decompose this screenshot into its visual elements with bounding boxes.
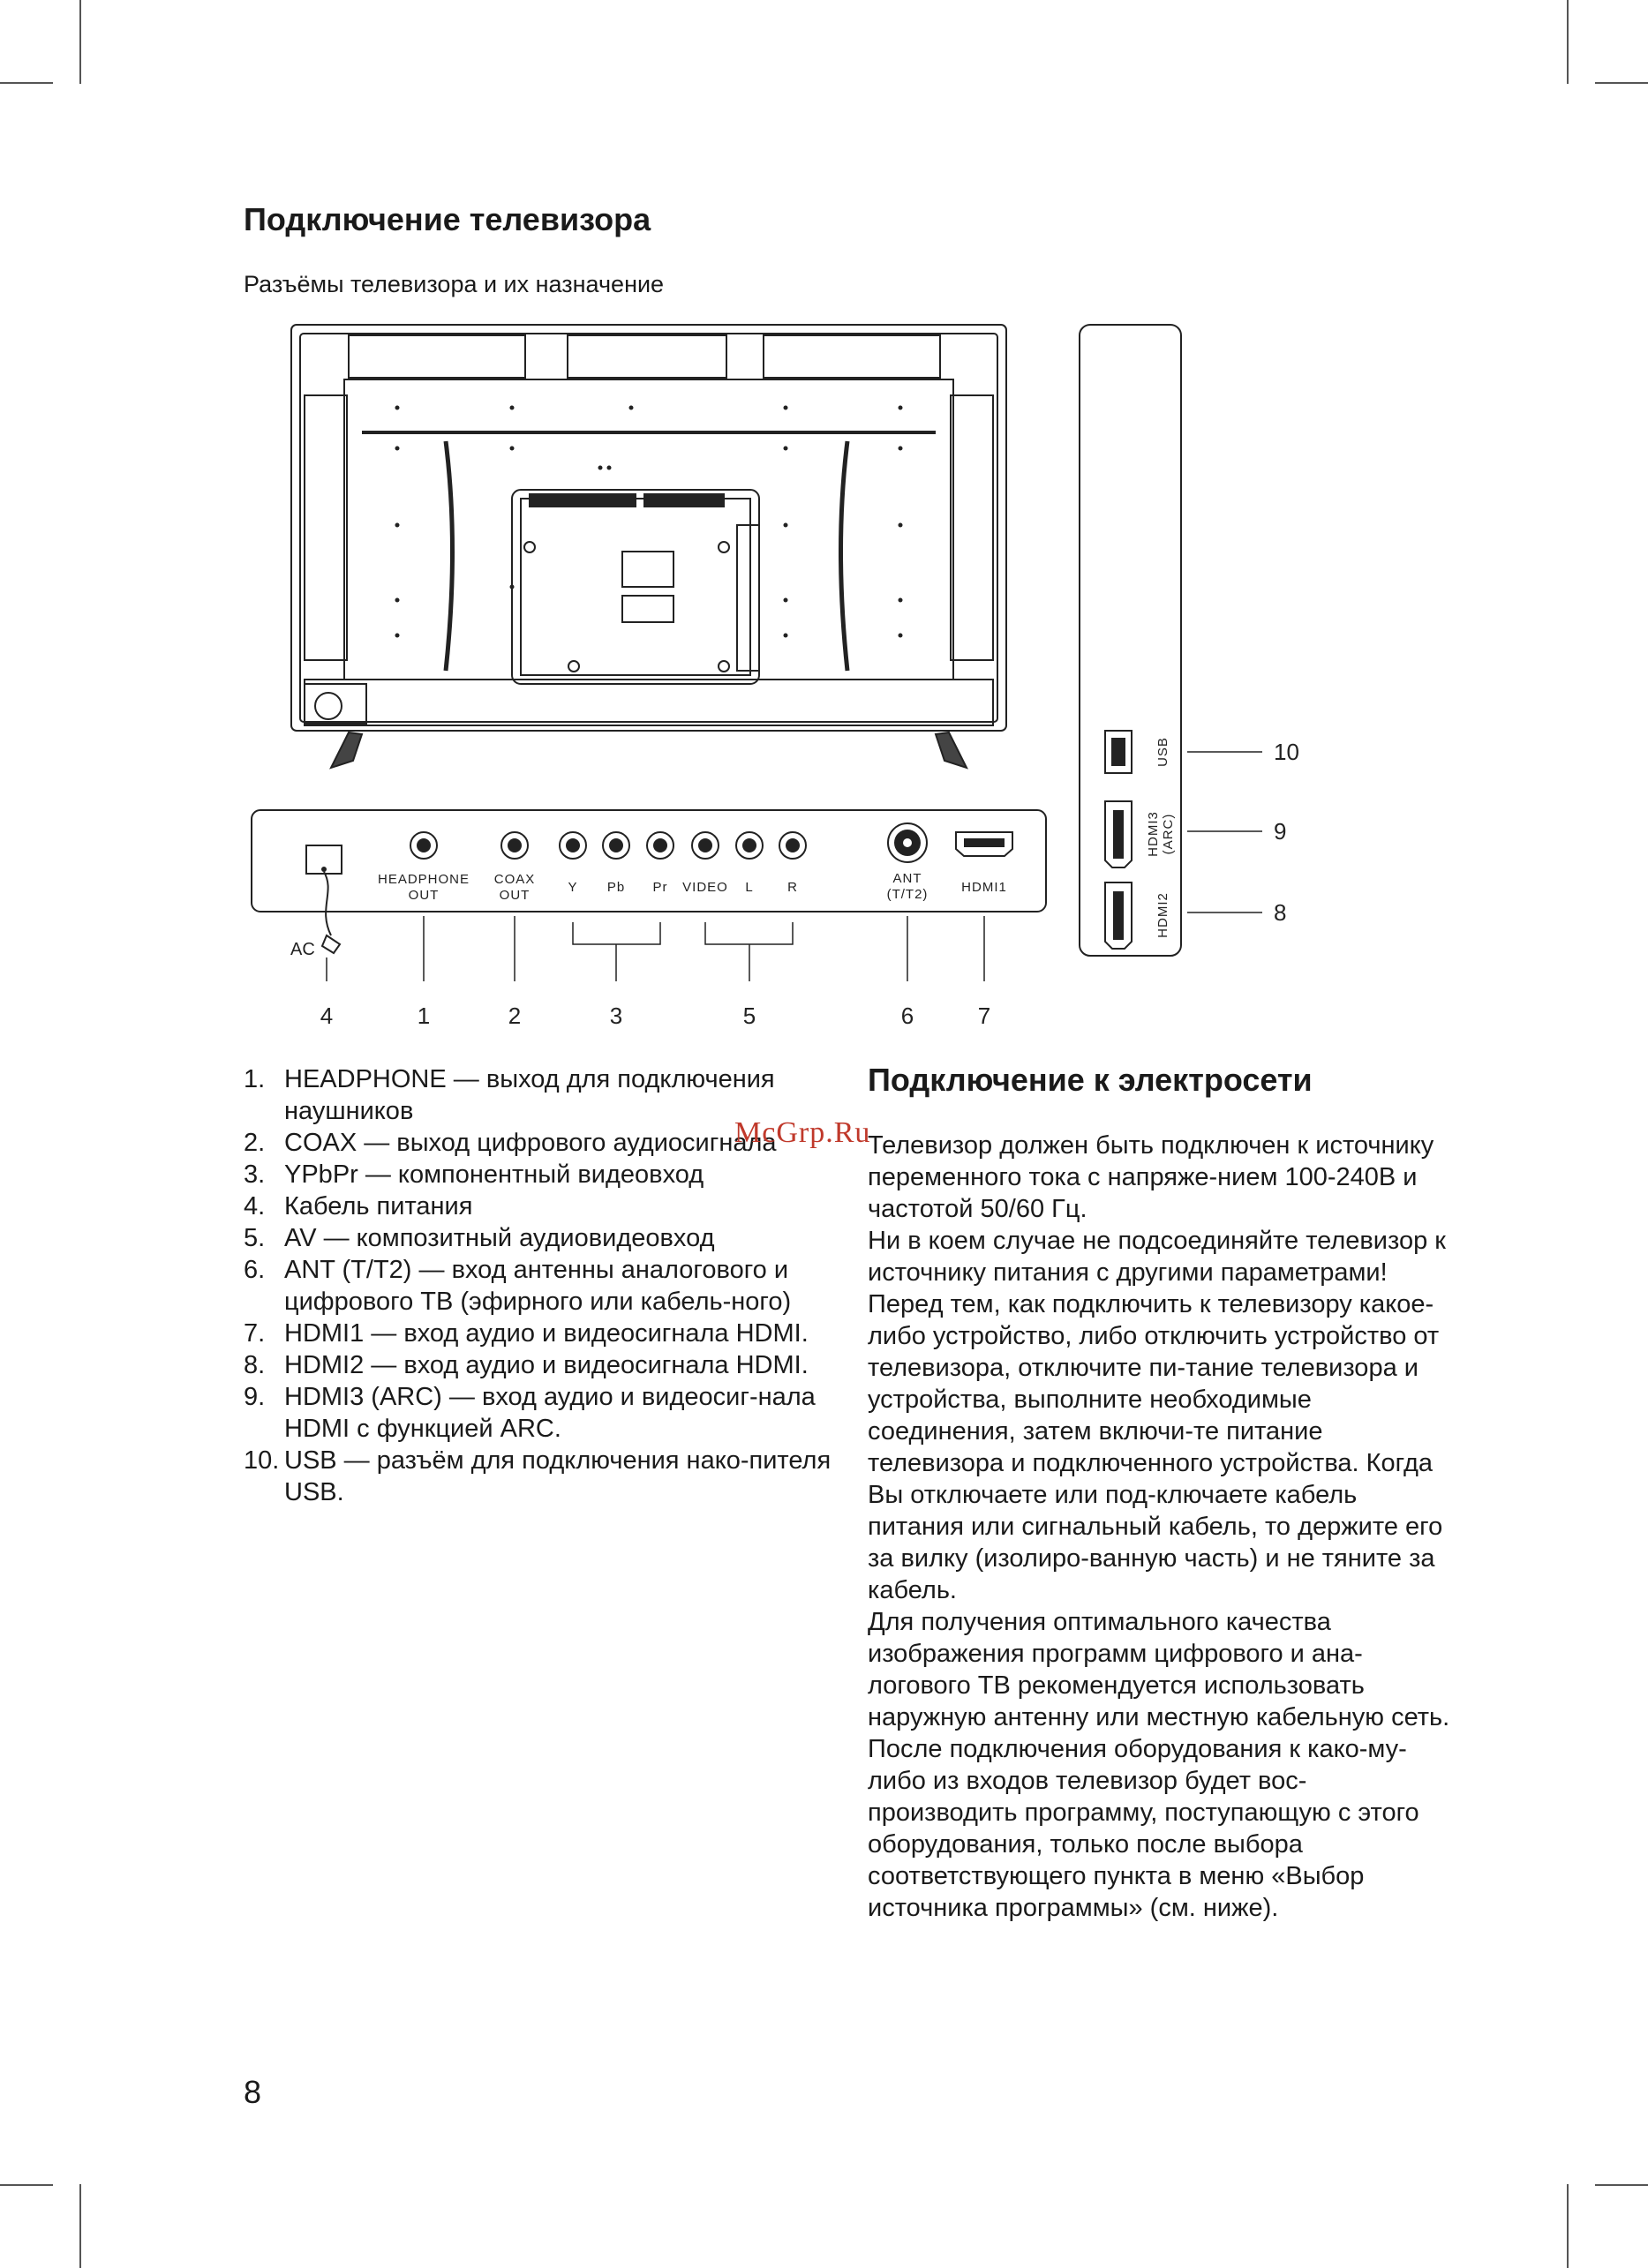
callout-2: 2 — [508, 1003, 522, 1029]
hdmi1-label: HDMI1 — [961, 880, 1007, 895]
coax-jack-icon — [501, 832, 528, 859]
list-item — [244, 1159, 844, 1190]
list-item-number: 8. — [244, 1351, 266, 1379]
audio-r-jack-icon — [779, 832, 806, 859]
y-label: Y — [568, 880, 578, 895]
page-title: Подключение телевизора — [244, 201, 651, 237]
list-item-text: AV — композитный аудиовидеовход — [284, 1224, 715, 1252]
video-label: VIDEO — [682, 880, 728, 895]
list-item — [244, 1445, 844, 1508]
callout-9: 9 — [1274, 818, 1287, 845]
list-item-number: 1. — [244, 1065, 266, 1093]
crop-mark — [0, 82, 53, 84]
crop-mark — [79, 0, 81, 84]
callout-7: 7 — [977, 1003, 991, 1029]
callout-lines — [327, 752, 1262, 981]
list-item-number: 4. — [244, 1192, 266, 1220]
callout-8: 8 — [1274, 899, 1287, 926]
pb-label: Pb — [606, 880, 626, 895]
hdmi2-port-icon — [1105, 882, 1132, 949]
watermark: McGrp.Ru — [734, 1116, 871, 1149]
pr-label: Pr — [652, 880, 668, 895]
pr-jack-icon — [647, 832, 673, 859]
callout-1: 1 — [417, 1003, 431, 1029]
list-item-text: YPbPr — компонентный видеовход — [284, 1160, 704, 1189]
power-paragraph: Телевизор должен быть подключен к источнику переменного тока с напряже-нием 100-240В и частотой 50/60 Гц. — [868, 1131, 1434, 1223]
audio-r-label: R — [787, 880, 798, 895]
headphone-label-out: OUT — [408, 888, 440, 903]
crop-mark — [0, 2184, 53, 2186]
ac-label: AC — [290, 940, 315, 959]
power-section-title: Подключение к электросети — [868, 1062, 1313, 1098]
hdmi2-label: HDMI2 — [1155, 892, 1170, 938]
pb-jack-icon — [603, 832, 629, 859]
list-item-text: Кабель питания — [284, 1192, 473, 1220]
list-item — [244, 1349, 844, 1381]
tv-back-illustration — [291, 325, 1006, 768]
usb-port-icon — [1105, 731, 1132, 773]
list-item-text: HDMI3 (ARC) — вход аудио и видеосиг-нала HDMI с функцией ARC. — [284, 1383, 816, 1443]
power-section-body — [868, 1130, 1450, 1924]
list-item — [244, 1381, 844, 1445]
callout-3: 3 — [609, 1003, 623, 1029]
list-item-text: USB — разъём для подключения нако-пителя USB. — [284, 1446, 832, 1506]
callout-10: 10 — [1274, 739, 1299, 765]
list-item-text: HDMI2 — вход аудио и видеосигнала HDMI. — [284, 1351, 809, 1379]
list-item-number: 3. — [244, 1160, 266, 1189]
ant-label-t2: (T/T2) — [886, 887, 929, 902]
antenna-jack-icon — [888, 823, 927, 862]
list-item-number: 2. — [244, 1129, 266, 1157]
hdmi3-port-icon — [1105, 801, 1132, 867]
list-item-text: HDMI1 — вход аудио и видеосигнала HDMI. — [284, 1319, 809, 1348]
crop-mark — [1567, 2184, 1569, 2268]
ant-label: ANT — [892, 871, 922, 886]
audio-l-jack-icon — [736, 832, 763, 859]
headphone-jack-icon — [410, 832, 437, 859]
callout-5: 5 — [742, 1003, 756, 1029]
list-item-text: ANT (T/T2) — вход антенны аналогового и цифрового ТВ (эфирного или кабель-ного) — [284, 1256, 792, 1316]
side-connector-panel — [1080, 325, 1181, 956]
callout-6: 6 — [900, 1003, 914, 1029]
coax-label-out: OUT — [499, 888, 531, 903]
power-paragraph: Перед тем, как подключить к телевизору какое-либо устройство, либо отключить устройство от телевизора, отключите пи-тание телевизора и устройства, выполните необходимые соединения, затем включи-те питание телевизора и подключенного устройства. Когда Вы отключаете или под-ключаете кабель питания или сигнальный кабель, то держите его за вилку (изолиро-ванную часть) и не тяните за кабель. — [868, 1290, 1443, 1604]
coax-label: COAX — [493, 872, 536, 887]
tv-connector-diagram — [0, 0, 1648, 1059]
page-number: 8 — [244, 2074, 262, 2110]
hdmi1-port-icon — [956, 832, 1012, 856]
headphone-label: HEADPHONE — [377, 872, 470, 887]
power-paragraph: После подключения оборудования к како-му-либо из входов телевизор будет вос-производить программу, поступающую с этого оборудования, только после выбора соответствующего пункта в меню «Выбор источника программы» (см. ниже). — [868, 1735, 1419, 1922]
list-item-number: 6. — [244, 1256, 266, 1284]
usb-label: USB — [1155, 737, 1170, 767]
crop-mark — [79, 2184, 81, 2268]
hdmi3-arc-label: (ARC) — [1161, 813, 1176, 855]
list-item-number: 10. — [244, 1446, 280, 1475]
page-subtitle: Разъёмы телевизора и их назначение — [244, 271, 665, 297]
y-jack-icon — [560, 832, 586, 859]
power-paragraph: Ни в коем случае не подсоединяйте телевизор к источнику питания с другими параметрами! — [868, 1227, 1446, 1287]
callout-4: 4 — [320, 1003, 334, 1029]
list-item — [244, 1318, 844, 1349]
crop-mark — [1567, 0, 1569, 84]
hdmi3-label: HDMI3 — [1146, 811, 1161, 857]
audio-l-label: L — [745, 880, 754, 895]
list-item — [244, 1222, 844, 1254]
crop-mark — [1595, 2184, 1648, 2186]
video-jack-icon — [692, 832, 719, 859]
list-item — [244, 1190, 844, 1222]
bottom-connector-panel — [252, 739, 1299, 1029]
list-item-number: 7. — [244, 1319, 266, 1348]
list-item-text: HEADPHONE — выход для подключения наушников — [284, 1065, 775, 1125]
power-paragraph: Для получения оптимального качества изображения программ цифрового и ана-логового ТВ рекомендуется использовать наружную антенну или местную кабельную сеть. — [868, 1608, 1450, 1731]
list-item-text: COAX — выход цифрового аудиосигнала — [284, 1129, 777, 1157]
crop-mark — [1595, 82, 1648, 84]
list-item-number: 9. — [244, 1383, 266, 1411]
list-item-number: 5. — [244, 1224, 266, 1252]
list-item — [244, 1254, 844, 1318]
